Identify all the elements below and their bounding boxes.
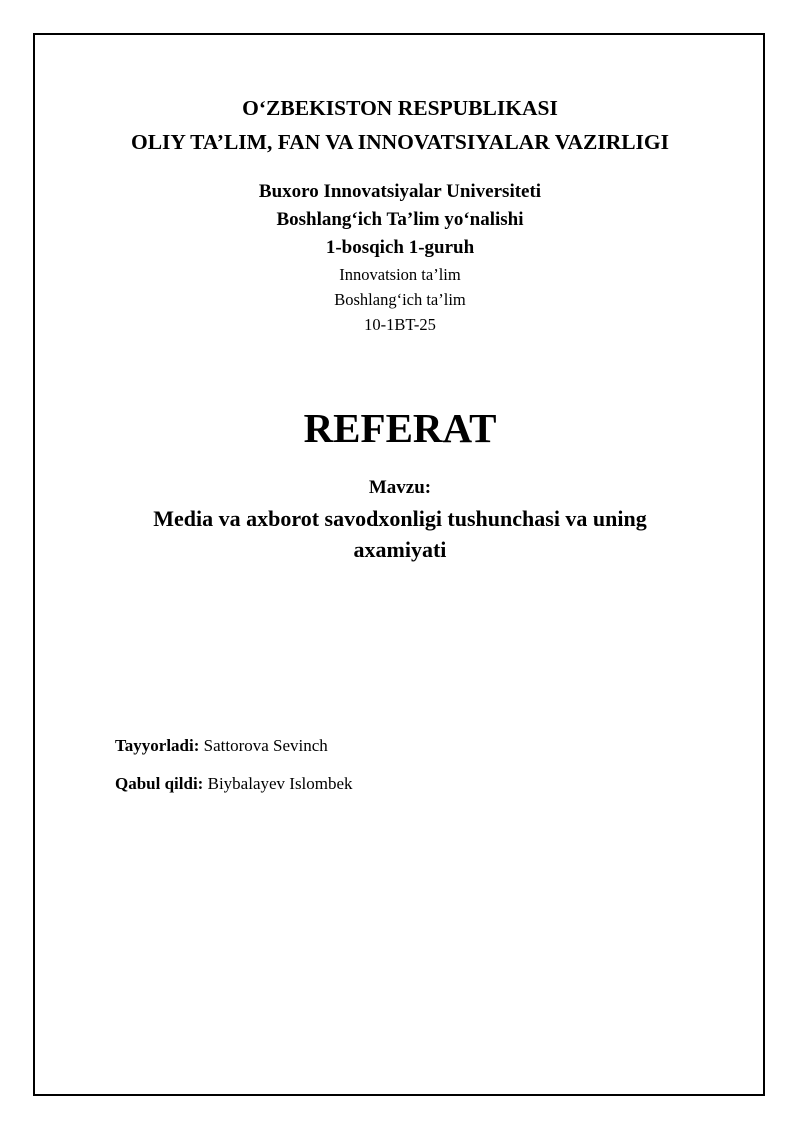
prepared-by-label: Tayyorladi: (115, 736, 200, 755)
direction-name: Boshlang‘ich Ta’lim yo‘nalishi (276, 209, 524, 230)
topic-label: Mavzu: (368, 477, 432, 498)
university-name: Buxoro Innovatsiyalar Universiteti (258, 181, 542, 202)
topic-line-2: axamiyati (353, 537, 447, 562)
accepted-by-label: Qabul qildi: (115, 774, 204, 793)
prepared-by-name: Sattorova Sevinch (203, 736, 328, 755)
topic-line-1: Media va axborot savodxonligi tushunchasi va uning (153, 506, 647, 531)
document-type-title: REFERAT (303, 405, 497, 451)
accepted-by-name: Biybalayev Islombek (207, 774, 353, 793)
accepted-by (115, 774, 353, 794)
republic-title: O‘ZBEKISTON RESPUBLIKASI (242, 96, 558, 120)
program-line: Innovatsion ta’lim (339, 265, 461, 284)
prepared-by (115, 736, 328, 756)
group-code: 10-1BT-25 (364, 315, 436, 334)
ministry-title: OLIY TA’LIM, FAN VA INNOVATSIYALAR VAZIRLIGI (130, 130, 670, 154)
specialty-line: Boshlang‘ich ta’lim (334, 290, 466, 309)
course-group: 1-bosqich 1-guruh (325, 237, 475, 258)
